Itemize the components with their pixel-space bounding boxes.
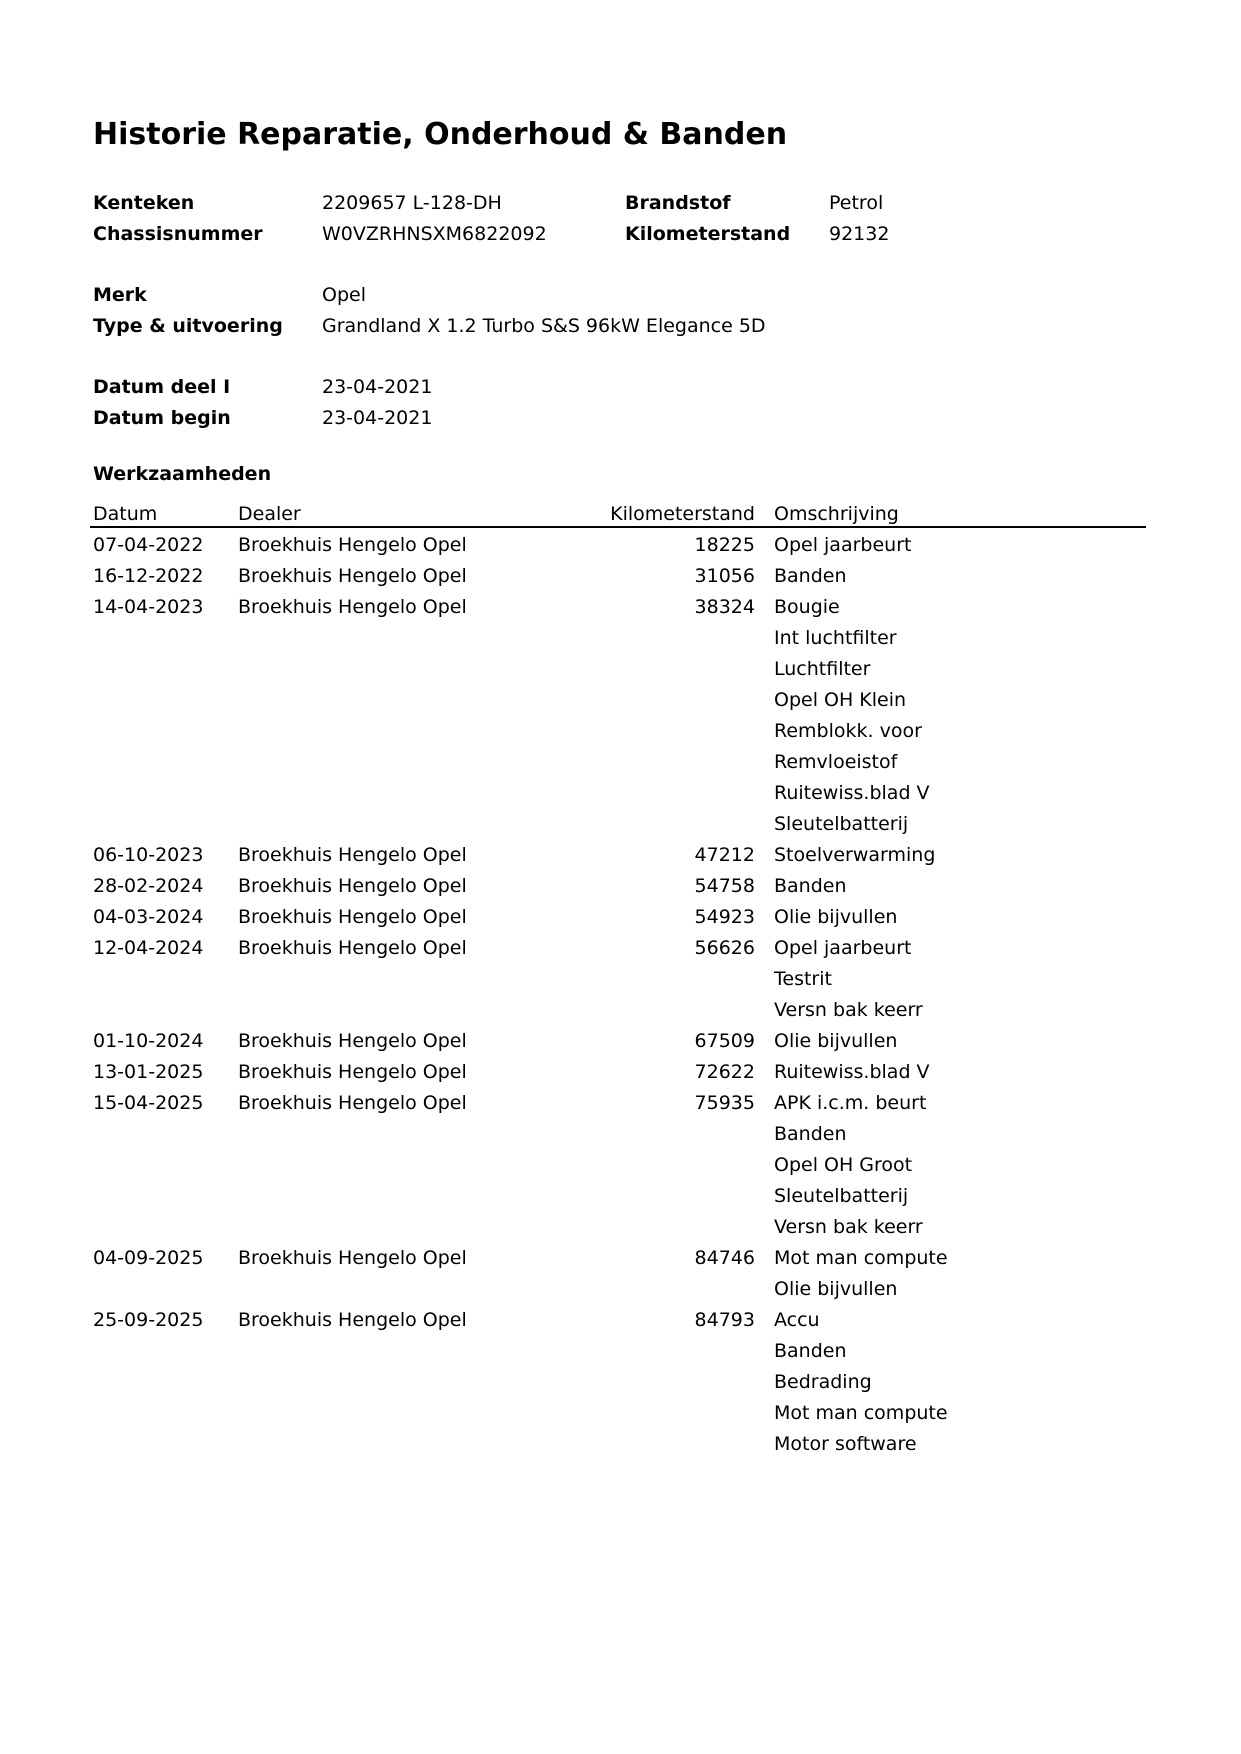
cell-dealer	[235, 1181, 491, 1212]
cell-datum: 06-10-2023	[93, 844, 204, 866]
table-row	[90, 933, 1146, 964]
table-row	[90, 1243, 1146, 1274]
cell-omschrijving: Olie bijvullen	[774, 1278, 898, 1300]
cell-omschrijving: Banden	[774, 565, 847, 587]
cell-omschrijving: APK i.c.m. beurt	[774, 1092, 927, 1114]
cell-datum	[90, 1181, 235, 1212]
cell-kilometerstand	[491, 964, 771, 995]
cell-kilometerstand	[491, 1367, 771, 1398]
cell-kilometerstand: 67509	[694, 1030, 755, 1052]
page-title: Historie Reparatie, Onderhoud & Banden	[93, 117, 788, 152]
cell-datum: 07-04-2022	[93, 534, 204, 556]
cell-kilometerstand	[491, 654, 771, 685]
brandstof-value: Petrol	[829, 192, 884, 214]
cell-omschrijving: Versn bak keerr	[774, 999, 923, 1021]
cell-datum	[90, 1212, 235, 1243]
table-row	[90, 561, 1146, 592]
column-header-dealer: Dealer	[235, 497, 491, 527]
table-row	[90, 1305, 1146, 1336]
cell-datum	[90, 809, 235, 840]
cell-kilometerstand	[491, 1398, 771, 1429]
cell-kilometerstand	[491, 716, 771, 747]
cell-omschrijving: Int luchtfilter	[774, 627, 897, 649]
cell-dealer: Broekhuis Hengelo Opel	[238, 937, 467, 959]
table-row	[90, 871, 1146, 902]
cell-dealer	[235, 995, 491, 1026]
cell-omschrijving: Ruitewiss.blad V	[774, 782, 930, 804]
cell-omschrijving: Remblokk. voor	[774, 720, 922, 742]
table-row	[90, 902, 1146, 933]
cell-kilometerstand	[491, 778, 771, 809]
table-row	[90, 716, 1146, 747]
cell-omschrijving: Sleutelbatterij	[774, 1185, 909, 1207]
table-row	[90, 1212, 1146, 1243]
cell-kilometerstand: 56626	[694, 937, 755, 959]
column-header-kilometerstand: Kilometerstand	[491, 497, 771, 527]
kilometerstand-value: 92132	[829, 223, 890, 245]
cell-datum	[90, 1119, 235, 1150]
table-row	[90, 1429, 1146, 1460]
cell-dealer: Broekhuis Hengelo Opel	[238, 844, 467, 866]
cell-datum: 15-04-2025	[93, 1092, 204, 1114]
table-row	[90, 1398, 1146, 1429]
table-row	[90, 685, 1146, 716]
werkzaamheden-table	[90, 497, 1146, 1460]
cell-omschrijving: Mot man compute	[774, 1247, 948, 1269]
cell-kilometerstand	[491, 1429, 771, 1460]
cell-omschrijving: Motor software	[774, 1433, 917, 1455]
merk-value: Opel	[322, 284, 366, 306]
cell-datum	[90, 623, 235, 654]
cell-kilometerstand: 31056	[694, 565, 755, 587]
cell-datum: 16-12-2022	[93, 565, 204, 587]
column-header-omschrijving: Omschrijving	[771, 497, 1146, 527]
table-row	[90, 995, 1146, 1026]
cell-datum	[90, 685, 235, 716]
table-row	[90, 623, 1146, 654]
cell-kilometerstand	[491, 995, 771, 1026]
cell-dealer: Broekhuis Hengelo Opel	[238, 875, 467, 897]
table-row	[90, 747, 1146, 778]
cell-kilometerstand	[491, 1181, 771, 1212]
datum-deel-label: Datum deel I	[93, 376, 231, 398]
cell-dealer	[235, 964, 491, 995]
werkzaamheden-heading: Werkzaamheden	[93, 463, 272, 485]
cell-omschrijving: Versn bak keerr	[774, 1216, 923, 1238]
cell-datum: 04-09-2025	[93, 1247, 204, 1269]
cell-omschrijving: Testrit	[774, 968, 832, 990]
cell-datum: 14-04-2023	[93, 596, 204, 618]
werkzaamheden-rows	[90, 527, 1146, 1460]
cell-datum	[90, 654, 235, 685]
table-row	[90, 592, 1146, 623]
cell-omschrijving: Stoelverwarming	[774, 844, 936, 866]
table-row	[90, 527, 1146, 561]
cell-kilometerstand: 54923	[694, 906, 755, 928]
chassisnummer-label: Chassisnummer	[93, 223, 263, 245]
cell-omschrijving: Bedrading	[774, 1371, 872, 1393]
brandstof-label: Brandstof	[625, 192, 731, 214]
cell-omschrijving: Accu	[774, 1309, 820, 1331]
cell-kilometerstand	[491, 1274, 771, 1305]
cell-dealer: Broekhuis Hengelo Opel	[238, 565, 467, 587]
cell-omschrijving: Sleutelbatterij	[774, 813, 909, 835]
cell-kilometerstand	[491, 1212, 771, 1243]
cell-datum	[90, 747, 235, 778]
type-value: Grandland X 1.2 Turbo S&S 96kW Elegance 5D	[322, 315, 766, 337]
cell-kilometerstand: 18225	[694, 534, 755, 556]
merk-label: Merk	[93, 284, 147, 306]
cell-kilometerstand	[491, 1336, 771, 1367]
cell-datum	[90, 1429, 235, 1460]
cell-omschrijving: Ruitewiss.blad V	[774, 1061, 930, 1083]
cell-kilometerstand	[491, 1150, 771, 1181]
cell-dealer	[235, 809, 491, 840]
cell-kilometerstand: 75935	[694, 1092, 755, 1114]
cell-datum: 13-01-2025	[93, 1061, 204, 1083]
table-header-row	[90, 497, 1146, 527]
table-row	[90, 809, 1146, 840]
cell-datum: 01-10-2024	[93, 1030, 204, 1052]
table-row	[90, 964, 1146, 995]
cell-kilometerstand	[491, 809, 771, 840]
cell-omschrijving: Remvloeistof	[774, 751, 898, 773]
cell-omschrijving: Opel OH Groot	[774, 1154, 913, 1176]
table-row	[90, 1150, 1146, 1181]
cell-kilometerstand: 72622	[694, 1061, 755, 1083]
cell-omschrijving: Opel OH Klein	[774, 689, 907, 711]
cell-kilometerstand: 38324	[694, 596, 755, 618]
cell-kilometerstand: 84793	[694, 1309, 755, 1331]
type-label: Type & uitvoering	[93, 315, 283, 337]
cell-datum	[90, 778, 235, 809]
cell-omschrijving: Olie bijvullen	[774, 1030, 898, 1052]
cell-dealer: Broekhuis Hengelo Opel	[238, 1092, 467, 1114]
cell-dealer	[235, 1367, 491, 1398]
cell-omschrijving: Bougie	[774, 596, 840, 618]
cell-kilometerstand	[491, 685, 771, 716]
cell-datum: 12-04-2024	[93, 937, 204, 959]
cell-datum	[90, 1398, 235, 1429]
cell-kilometerstand: 54758	[694, 875, 755, 897]
table-row	[90, 1274, 1146, 1305]
cell-dealer	[235, 1150, 491, 1181]
table-row	[90, 1026, 1146, 1057]
cell-datum	[90, 1367, 235, 1398]
table-row	[90, 778, 1146, 809]
table-row	[90, 1181, 1146, 1212]
cell-omschrijving: Opel jaarbeurt	[774, 937, 912, 959]
cell-kilometerstand: 47212	[694, 844, 755, 866]
cell-dealer: Broekhuis Hengelo Opel	[238, 596, 467, 618]
cell-omschrijving: Opel jaarbeurt	[774, 534, 912, 556]
cell-dealer	[235, 1119, 491, 1150]
cell-dealer: Broekhuis Hengelo Opel	[238, 534, 467, 556]
cell-kilometerstand	[491, 747, 771, 778]
table-row	[90, 1057, 1146, 1088]
cell-kilometerstand: 84746	[694, 1247, 755, 1269]
cell-dealer	[235, 1398, 491, 1429]
cell-omschrijving: Banden	[774, 1123, 847, 1145]
cell-omschrijving: Luchtfilter	[774, 658, 871, 680]
cell-dealer: Broekhuis Hengelo Opel	[238, 906, 467, 928]
cell-dealer	[235, 685, 491, 716]
cell-dealer	[235, 623, 491, 654]
cell-dealer	[235, 1274, 491, 1305]
cell-datum	[90, 716, 235, 747]
datum-begin-label: Datum begin	[93, 407, 231, 429]
cell-datum	[90, 1336, 235, 1367]
table-row	[90, 654, 1146, 685]
cell-dealer: Broekhuis Hengelo Opel	[238, 1247, 467, 1269]
kilometerstand-label: Kilometerstand	[625, 223, 791, 245]
datum-deel-value: 23-04-2021	[322, 376, 433, 398]
cell-dealer: Broekhuis Hengelo Opel	[238, 1309, 467, 1331]
cell-dealer: Broekhuis Hengelo Opel	[238, 1030, 467, 1052]
column-header-datum: Datum	[90, 497, 235, 527]
cell-datum: 25-09-2025	[93, 1309, 204, 1331]
cell-omschrijving: Banden	[774, 1340, 847, 1362]
cell-dealer	[235, 654, 491, 685]
kenteken-value: 2209657 L-128-DH	[322, 192, 502, 214]
cell-dealer	[235, 1212, 491, 1243]
table-row	[90, 1088, 1146, 1119]
cell-datum: 04-03-2024	[93, 906, 204, 928]
cell-dealer	[235, 716, 491, 747]
table-row	[90, 1119, 1146, 1150]
table-row	[90, 840, 1146, 871]
cell-kilometerstand	[491, 1119, 771, 1150]
table-row	[90, 1367, 1146, 1398]
table-row	[90, 1336, 1146, 1367]
cell-datum	[90, 1274, 235, 1305]
cell-dealer	[235, 1429, 491, 1460]
cell-datum	[90, 1150, 235, 1181]
cell-datum	[90, 995, 235, 1026]
cell-dealer	[235, 778, 491, 809]
cell-dealer: Broekhuis Hengelo Opel	[238, 1061, 467, 1083]
cell-datum: 28-02-2024	[93, 875, 204, 897]
cell-dealer	[235, 1336, 491, 1367]
cell-omschrijving: Mot man compute	[774, 1402, 948, 1424]
cell-omschrijving: Olie bijvullen	[774, 906, 898, 928]
cell-omschrijving: Banden	[774, 875, 847, 897]
datum-begin-value: 23-04-2021	[322, 407, 433, 429]
cell-dealer	[235, 747, 491, 778]
chassisnummer-value: W0VZRHNSXM6822092	[322, 223, 547, 245]
cell-datum	[90, 964, 235, 995]
kenteken-label: Kenteken	[93, 192, 195, 214]
cell-kilometerstand	[491, 623, 771, 654]
